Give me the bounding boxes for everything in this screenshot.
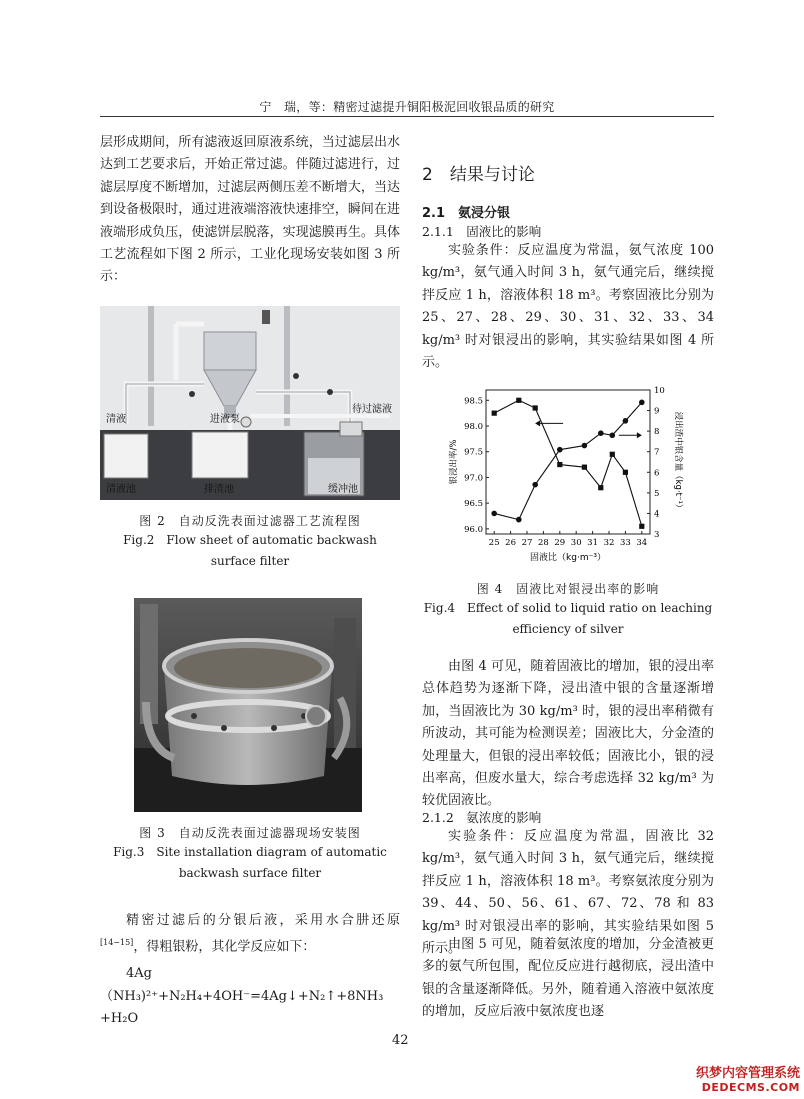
chemical-equation: 4Ag（NH₃)²⁺+N₂H₄+4OH⁻=4Ag↓+N₂↑+8NH₃	[100, 966, 384, 1004]
y-left-tick-label: 96.0	[464, 524, 483, 535]
label-clear-pool: 清液池	[106, 484, 136, 495]
drain-pool	[192, 432, 248, 478]
subsection-heading: 2.1 氨浸分银	[422, 206, 511, 221]
x-tick-label: 34	[636, 538, 648, 548]
left-paragraph-2: 精密过滤后的分银后液，采用水合肼还原[14−15]，得粗银粉，其化学反应如下： 4Ag（NH₃)²⁺+N₂H₄+4OH⁻=4Ag↓+N₂↑+8NH₃ +H₂O	[100, 910, 400, 1030]
x-tick-label: 28	[537, 538, 549, 548]
data-point-square	[557, 462, 562, 467]
data-point-square	[610, 452, 615, 457]
data-point-circle	[557, 447, 563, 453]
right-paragraph-1: 实验条件：反应温度为常温，氨气浓度 100 kg/m³，氨气通入时间 3 h，氨气通完后，继续搅拌反应 1 h，溶液体积 18 m³。考察固液比分别为 25、27、28、29、30、31、32、33、34 kg/m³ 时对银浸出的影响，其实验结果如图 4 所示。	[422, 243, 714, 371]
data-point-circle	[582, 443, 588, 449]
subsubsection-heading-2: 2.1.2 氨浓度的影响	[422, 810, 542, 825]
y-left-axis-label: 银浸出率/%	[449, 439, 459, 485]
data-point-circle	[491, 511, 497, 517]
x-tick-label: 33	[619, 538, 631, 548]
fig3-caption-cn: 图 3 自动反洗表面过滤器现场安装图	[139, 826, 361, 840]
data-point-circle	[609, 432, 615, 438]
y-right-tick-label: 10	[654, 386, 665, 396]
x-tick-label: 32	[603, 538, 615, 548]
site-photo	[134, 598, 362, 812]
header-rule	[100, 116, 714, 117]
y-right-tick-label: 5	[654, 488, 660, 499]
fig3-caption-en: Fig.3 Site installation diagram of automatic backwash surface filter	[113, 845, 387, 880]
series-line-1	[494, 402, 642, 519]
flow-sheet-diagram	[100, 306, 400, 500]
fig2-caption-cn: 图 2 自动反洗表面过滤器工艺流程图	[139, 514, 361, 528]
y-right-axis-label: 浸出渣中银含量（kg·t⁻¹）	[673, 411, 683, 513]
x-axis-label: 固液比（kg·m⁻³）	[530, 553, 606, 563]
right-paragraph-2: 由图 4 可见，随着固液比的增加，银的浸出率总体趋势为逐渐下降，浸出渣中银的含量逐渐增加，当固液比为 30 kg/m³ 时，银的浸出率稍微有所波动，其可能为检测误差；固液比大，分金渣的处理量大，但银的浸出率较低；固液比小，银的浸出率高，但废水量大，综合考虑选择 32 kg/m³ 为较优固液比。	[422, 659, 714, 809]
section-heading: 2 结果与讨论	[422, 165, 535, 185]
x-tick-label: 27	[521, 538, 533, 548]
pump-icon	[241, 417, 251, 427]
watermark-line2: DEDECMS.COM	[701, 1081, 800, 1094]
x-tick-label: 30	[570, 538, 582, 548]
plot-frame	[486, 390, 650, 534]
right-paragraph-3: 实验条件：反应温度为常温，固液比 32 kg/m³，氨气通入时间 3 h，氨气通完后，继续搅拌反应 1 h，溶液体积 18 m³。考察氨浓度分别为 39、44、50、56、61、67、72、78 和 83 kg/m³ 时对银浸出率的影响，其实验结果如图 5 所示。	[422, 829, 714, 957]
citation: [14−15]	[100, 938, 134, 948]
x-tick-label: 25	[488, 538, 500, 548]
figure-2	[100, 306, 400, 500]
right-paragraph-4: 由图 5 可见，随着氨浓度的增加，分金渣被更多的氨气所包围，配位反应进行越彻底，浸出渣中银的含量逐渐降低。另外，随着通入溶液中氨浓度的增加，反应后液中氨浓度也逐	[422, 937, 714, 1020]
y-right-tick-label: 9	[654, 406, 660, 417]
fig4-chart	[444, 382, 694, 572]
y-left-tick-label: 97.5	[464, 447, 483, 458]
running-header: 宁 瑞，等：精密过滤提升铜阳极泥回收银品质的研究	[259, 100, 555, 114]
y-left-tick-label: 96.5	[464, 499, 483, 510]
data-point-circle	[532, 482, 538, 488]
arrowhead-right	[637, 432, 642, 438]
fig2-caption-en: Fig.2 Flow sheet of automatic backwash surface filter	[123, 533, 377, 568]
y-right-tick-label: 6	[654, 468, 660, 479]
data-point-square	[582, 465, 587, 470]
y-right-tick-label: 4	[654, 509, 660, 520]
gauge	[262, 310, 270, 324]
fig4-caption-en: Fig.4 Effect of solid to liquid ratio on leaching efficiency of silver	[423, 601, 713, 636]
data-point-square	[598, 485, 603, 490]
watermark	[696, 1062, 800, 1094]
x-tick-label: 26	[505, 538, 517, 548]
data-point-square	[623, 470, 628, 475]
data-point-circle	[623, 418, 629, 424]
left-paragraph-1: 层形成期间，所有滤液返回原液系统，当过滤层出水达到工艺要求后，开始正常过滤。伴随过滤进行，过滤层厚度不断增加，过滤层两侧压差不断增大，当达到设备极限时，通过进液端溶液快速排空，瞬间在进液端形成负压，使滤饼层脱落，实现滤膜再生。具体工艺流程如下图 2 所示，工业化现场安装如图 3 所示：	[100, 135, 400, 285]
data-point-square	[639, 524, 644, 529]
x-tick-label: 31	[587, 538, 599, 548]
data-point-square	[492, 411, 497, 416]
y-left-tick-label: 98.0	[464, 422, 483, 432]
clear-pool	[104, 434, 148, 478]
data-point-circle	[516, 517, 522, 523]
data-point-circle	[639, 400, 645, 406]
data-point-circle	[598, 430, 604, 436]
y-right-tick-label: 8	[654, 427, 660, 438]
y-right-tick-label: 7	[654, 447, 660, 458]
data-point-square	[533, 405, 538, 410]
page-number: 42	[392, 1033, 409, 1048]
support-column	[148, 306, 154, 426]
label-clear: 清液	[106, 414, 126, 425]
support-column	[284, 306, 290, 426]
label-feed-pump: 进液泵	[210, 414, 240, 425]
filter-vessel	[204, 332, 256, 370]
y-right-tick-label: 3	[654, 530, 660, 540]
figure-3	[134, 598, 362, 812]
label-buffer-pool: 缓冲池	[328, 484, 358, 495]
subsubsection-heading-1: 2.1.1 固液比的影响	[422, 224, 542, 239]
y-left-tick-label: 97.0	[464, 473, 483, 484]
chemical-equation-cont: +H₂O	[100, 1010, 139, 1026]
arrowhead-left	[535, 420, 540, 426]
fig4-caption-cn: 图 4 固液比对银浸出率的影响	[476, 582, 660, 596]
label-drain-pool: 排渣池	[204, 484, 234, 495]
label-to-filter: 待过滤液	[352, 404, 392, 415]
data-point-square	[516, 398, 521, 403]
figure-4	[444, 382, 694, 572]
series-line-0	[494, 400, 642, 526]
x-tick-label: 29	[554, 538, 566, 548]
y-left-tick-label: 98.5	[464, 396, 483, 407]
watermark-line1: 织梦内容管理系统	[695, 1066, 800, 1081]
